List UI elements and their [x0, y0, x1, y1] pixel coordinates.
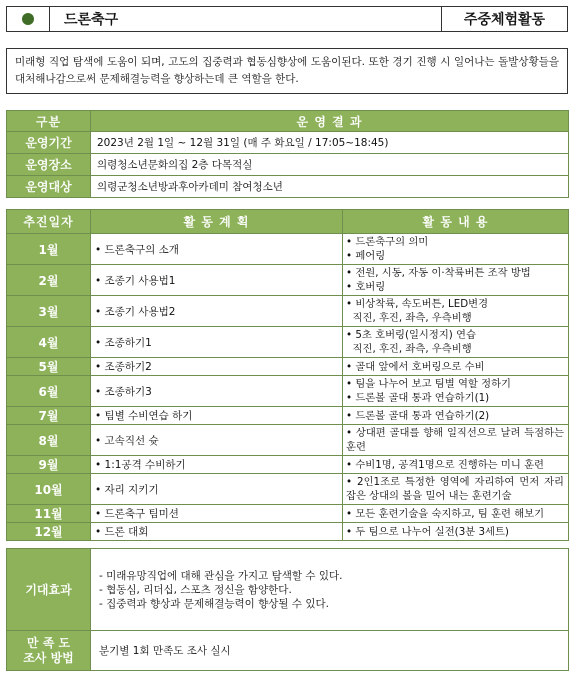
month-label: 6월 [7, 376, 91, 407]
month-label: 12월 [7, 523, 91, 541]
activity-content [343, 327, 569, 358]
monthly-schedule-table [6, 209, 569, 541]
content-line: 직진, 후진, 좌측, 우측비행 [346, 343, 472, 355]
ops-label-place: 운영장소 [7, 154, 91, 176]
expected-effect-label: 기대효과 [7, 549, 91, 631]
activity-plan: • 드론 대회 [91, 523, 343, 541]
schedule-header-content: 활 동 내 용 [343, 210, 569, 234]
ops-header-category: 구분 [7, 111, 91, 132]
activity-plan: • 자리 지키기 [91, 474, 343, 505]
content-line: • 수비1명, 공격1명으로 진행하는 미니 훈련 [346, 458, 544, 471]
outcome-table [6, 548, 569, 671]
month-label: 9월 [7, 456, 91, 474]
program-category: 주중체험활동 [441, 7, 567, 31]
activity-plan: • 조종하기3 [91, 376, 343, 407]
expected-effect-item: - 미래유망직업에 대해 관심을 가지고 탐색할 수 있다. [99, 569, 343, 582]
schedule-row [7, 296, 569, 327]
activity-plan: • 조종하기1 [91, 327, 343, 358]
program-introduction: 미래형 직업 탐색에 도움이 되며, 고도의 집중력과 협동심향상에 도움이된다. 또한 경기 진행 시 일어나는 돌발상황들을 대처해나감으로써 문제해결능력을 향상하는데 큰 역할을 한다. [6, 48, 568, 94]
activity-content [343, 407, 569, 425]
content-line: • 두 팀으로 나누어 실전(3분 3세트) [346, 525, 509, 538]
expected-effect-list [91, 549, 569, 631]
activity-plan: • 조종기 사용법2 [91, 296, 343, 327]
survey-label-line: 조사 방법 [23, 650, 74, 665]
activity-plan: • 1:1공격 수비하기 [91, 456, 343, 474]
activity-content [343, 474, 569, 505]
ops-label-target: 운영대상 [7, 176, 91, 198]
ops-label-period: 운영기간 [7, 132, 91, 154]
activity-plan: • 고속직선 슛 [91, 425, 343, 456]
month-label: 4월 [7, 327, 91, 358]
activity-plan: • 조종기 사용법1 [91, 265, 343, 296]
schedule-row [7, 505, 569, 523]
schedule-row [7, 265, 569, 296]
schedule-row [7, 456, 569, 474]
survey-label-line: 만 족 도 [26, 635, 71, 650]
content-line: • 페어링 [346, 250, 386, 262]
ops-value-period: 2023년 2월 1일 ~ 12월 31일 (매 주 화요일 / 17:05~18:45) [91, 132, 569, 154]
schedule-row [7, 474, 569, 505]
survey-method-label [7, 631, 91, 671]
title-bullet-cell [7, 7, 49, 31]
ops-value-target: 의령군청소년방과후아카데미 참여청소년 [91, 176, 569, 198]
operation-info-table [6, 110, 569, 198]
content-line: • 드론볼 골대 통과 연습하기(1) [346, 392, 490, 404]
schedule-row [7, 358, 569, 376]
month-label: 7월 [7, 407, 91, 425]
activity-content [343, 456, 569, 474]
schedule-row [7, 523, 569, 541]
month-label: 11월 [7, 505, 91, 523]
content-line: • 상대편 골대를 향해 일직선으로 날려 득점하는 훈련 [346, 427, 564, 453]
content-line: • 2인1조로 특정한 영역에 자리하여 먼저 자리 잡은 상대의 볼을 밀어 내는 훈련기술 [346, 476, 564, 502]
bullet-dot-icon [22, 13, 34, 25]
survey-method-value: 분기별 1회 만족도 조사 실시 [91, 631, 569, 671]
content-line: • 호버링 [346, 281, 386, 293]
activity-plan: • 조종하기2 [91, 358, 343, 376]
month-label: 2월 [7, 265, 91, 296]
ops-header-result: 운 영 결 과 [91, 111, 569, 132]
content-line: • 드론축구의 의미 [346, 236, 429, 248]
month-label: 1월 [7, 234, 91, 265]
schedule-header-plan: 활 동 계 획 [91, 210, 343, 234]
activity-plan: • 드론축구의 소개 [91, 234, 343, 265]
content-line: • 팀을 나누어 보고 팀별 역할 정하기 [346, 378, 511, 390]
schedule-row [7, 327, 569, 358]
document-title-bar [6, 6, 568, 32]
activity-content [343, 296, 569, 327]
month-label: 8월 [7, 425, 91, 456]
activity-content [343, 425, 569, 456]
schedule-row [7, 407, 569, 425]
activity-content [343, 505, 569, 523]
activity-plan: • 드론축구 팀미션 [91, 505, 343, 523]
month-label: 5월 [7, 358, 91, 376]
content-line: • 전원, 시동, 자동 이·착륙버튼 조작 방법 [346, 267, 531, 279]
expected-effect-item: - 집중력과 향상과 문제해결능력이 향상될 수 있다. [99, 597, 330, 610]
activity-content [343, 358, 569, 376]
content-line: • 드론볼 골대 통과 연습하기(2) [346, 409, 490, 422]
activity-content [343, 376, 569, 407]
month-label: 3월 [7, 296, 91, 327]
expected-effect-item: - 협동심, 리더십, 스포츠 정신을 함양한다. [99, 583, 292, 596]
activity-content [343, 234, 569, 265]
content-line: • 모든 훈련기술을 숙지하고, 팀 훈련 해보기 [346, 507, 545, 520]
schedule-row [7, 425, 569, 456]
ops-value-place: 의령청소년문화의집 2층 다목적실 [91, 154, 569, 176]
schedule-row [7, 234, 569, 265]
activity-content [343, 523, 569, 541]
content-line: • 골대 앞에서 호버링으로 수비 [346, 360, 485, 373]
schedule-header-date: 추진일자 [7, 210, 91, 234]
content-line: 직진, 후진, 좌측, 우측비행 [346, 312, 472, 324]
schedule-row [7, 376, 569, 407]
content-line: • 비상착륙, 속도버튼, LED변경 [346, 298, 489, 310]
activity-content [343, 265, 569, 296]
activity-plan: • 팀별 수비연습 하기 [91, 407, 343, 425]
month-label: 10월 [7, 474, 91, 505]
content-line: • 5초 호버링(일시정지) 연습 [346, 329, 476, 341]
program-title: 드론축구 [49, 7, 441, 31]
